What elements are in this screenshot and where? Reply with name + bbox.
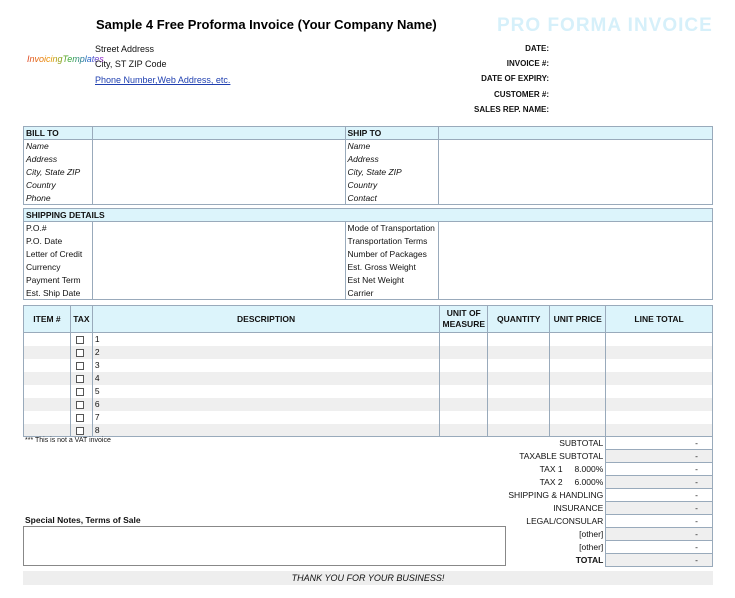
currency-label: Currency bbox=[24, 261, 93, 274]
bill-phone-label: Phone bbox=[24, 192, 93, 205]
payment-term-field[interactable] bbox=[92, 274, 345, 287]
transport-mode-field[interactable] bbox=[439, 222, 713, 235]
ship-city-label: City, State ZIP bbox=[345, 166, 439, 179]
po-number-label: P.O.# bbox=[24, 222, 93, 235]
description-cell[interactable]: 3 bbox=[92, 359, 439, 372]
carrier-field[interactable] bbox=[439, 287, 713, 300]
table-row bbox=[24, 346, 713, 359]
watermark: PRO FORMA INVOICE bbox=[497, 15, 713, 36]
date-label: DATE: bbox=[525, 44, 549, 53]
bill-country-field[interactable] bbox=[92, 179, 345, 192]
ship-contact-field[interactable] bbox=[439, 192, 713, 205]
expiry-date-label: DATE OF EXPIRY: bbox=[481, 74, 549, 83]
description-cell[interactable]: 5 bbox=[92, 385, 439, 398]
net-weight-label: Est Net Weight bbox=[345, 274, 439, 287]
customer-number-label: CUSTOMER #: bbox=[494, 90, 549, 99]
insurance-value[interactable]: - bbox=[606, 502, 713, 515]
ship-address-label: Address bbox=[345, 153, 439, 166]
subtotal-value: - bbox=[606, 437, 713, 450]
legal-consular-label: LEGAL/CONSULAR bbox=[526, 516, 604, 526]
tax1-value: - bbox=[606, 463, 713, 476]
vat-note: *** This is not a VAT invoice bbox=[25, 437, 111, 444]
description-cell[interactable]: 2 bbox=[92, 346, 439, 359]
special-notes-box[interactable] bbox=[23, 526, 506, 566]
line-items-table bbox=[23, 305, 713, 437]
description-cell[interactable]: 7 bbox=[92, 411, 439, 424]
ship-contact-label: Contact bbox=[345, 192, 439, 205]
col-description: DESCRIPTION bbox=[92, 306, 439, 333]
shipping-handling-value[interactable]: - bbox=[606, 489, 713, 502]
ship-date-label: Est. Ship Date bbox=[24, 287, 93, 300]
bill-city-field[interactable] bbox=[92, 166, 345, 179]
svg-text:InvoicingTemplates: InvoicingTemplates bbox=[27, 54, 104, 64]
tax1-label: TAX 1 bbox=[539, 464, 563, 474]
other1-label: [other] bbox=[579, 529, 604, 539]
tax-checkbox[interactable] bbox=[76, 427, 84, 435]
bill-address-label: Address bbox=[24, 153, 93, 166]
sales-rep-label: SALES REP. NAME: bbox=[474, 105, 549, 114]
col-tax: TAX bbox=[70, 306, 92, 333]
ship-address-field[interactable] bbox=[439, 153, 713, 166]
po-date-label: P.O. Date bbox=[24, 235, 93, 248]
taxable-subtotal-label: TAXABLE SUBTOTAL bbox=[519, 451, 604, 461]
bill-phone-field[interactable] bbox=[92, 192, 345, 205]
subtotal-label: SUBTOTAL bbox=[559, 438, 604, 448]
gross-weight-field[interactable] bbox=[439, 261, 713, 274]
shipping-details-heading: SHIPPING DETAILS bbox=[24, 209, 713, 222]
col-unit-of-measure: UNIT OF MEASURE bbox=[440, 306, 488, 333]
po-date-field[interactable] bbox=[92, 235, 345, 248]
ship-city-field[interactable] bbox=[439, 166, 713, 179]
bill-address-field[interactable] bbox=[92, 153, 345, 166]
ship-country-field[interactable] bbox=[439, 179, 713, 192]
packages-field[interactable] bbox=[439, 248, 713, 261]
taxable-subtotal-value: - bbox=[606, 450, 713, 463]
shipping-details-section bbox=[23, 208, 713, 300]
tax1-rate[interactable]: 8.000% bbox=[574, 464, 604, 474]
special-notes-label: Special Notes, Terms of Sale bbox=[25, 515, 141, 525]
other2-label: [other] bbox=[579, 542, 604, 552]
bill-to-heading: BILL TO bbox=[24, 127, 93, 140]
total-label: TOTAL bbox=[575, 555, 604, 565]
ship-name-field[interactable] bbox=[439, 140, 713, 153]
transport-terms-label: Transportation Terms bbox=[345, 235, 439, 248]
table-row bbox=[24, 333, 713, 346]
letter-of-credit-label: Letter of Credit bbox=[24, 248, 93, 261]
payment-term-label: Payment Term bbox=[24, 274, 93, 287]
bill-country-label: Country bbox=[24, 179, 93, 192]
ship-to-heading: SHIP TO bbox=[345, 127, 439, 140]
tax-checkbox[interactable] bbox=[76, 401, 84, 409]
currency-field[interactable] bbox=[92, 261, 345, 274]
bill-ship-section bbox=[23, 126, 713, 205]
col-item-number: ITEM # bbox=[24, 306, 71, 333]
gross-weight-label: Est. Gross Weight bbox=[345, 261, 439, 274]
ship-name-label: Name bbox=[345, 140, 439, 153]
ship-country-label: Country bbox=[345, 179, 439, 192]
description-cell[interactable]: 4 bbox=[92, 372, 439, 385]
tax2-value: - bbox=[606, 476, 713, 489]
table-row bbox=[24, 398, 713, 411]
tax-checkbox[interactable] bbox=[76, 414, 84, 422]
bill-city-label: City, State ZIP bbox=[24, 166, 93, 179]
transport-terms-field[interactable] bbox=[439, 235, 713, 248]
bill-name-label: Name bbox=[24, 140, 93, 153]
table-row bbox=[24, 424, 713, 437]
table-row bbox=[24, 372, 713, 385]
description-cell[interactable]: 1 bbox=[92, 333, 439, 346]
description-cell[interactable]: 6 bbox=[92, 398, 439, 411]
insurance-label: INSURANCE bbox=[553, 503, 604, 513]
table-row bbox=[24, 411, 713, 424]
bill-name-field[interactable] bbox=[92, 140, 345, 153]
packages-label: Number of Packages bbox=[345, 248, 439, 261]
letter-of-credit-field[interactable] bbox=[92, 248, 345, 261]
tax-checkbox[interactable] bbox=[76, 375, 84, 383]
thank-you-footer: THANK YOU FOR YOUR BUSINESS! bbox=[23, 571, 713, 585]
transport-mode-label: Mode of Transportation bbox=[345, 222, 439, 235]
contact-link[interactable]: Phone Number,Web Address, etc. bbox=[95, 75, 231, 85]
ship-date-field[interactable] bbox=[92, 287, 345, 300]
city-state-zip: City, ST ZIP Code bbox=[95, 59, 167, 69]
col-line-total: LINE TOTAL bbox=[606, 306, 713, 333]
tax-checkbox[interactable] bbox=[76, 388, 84, 396]
invoice-number-label: INVOICE #: bbox=[506, 59, 549, 68]
carrier-label: Carrier bbox=[345, 287, 439, 300]
col-unit-price: UNIT PRICE bbox=[550, 306, 606, 333]
net-weight-field[interactable] bbox=[439, 274, 713, 287]
shipping-handling-label: SHIPPING & HANDLING bbox=[508, 490, 604, 500]
tax-checkbox[interactable] bbox=[76, 349, 84, 357]
description-cell[interactable]: 8 bbox=[92, 424, 439, 437]
company-logo bbox=[27, 48, 104, 68]
tax2-rate[interactable]: 6.000% bbox=[574, 477, 604, 487]
tax-checkbox[interactable] bbox=[76, 362, 84, 370]
other1-value[interactable]: - bbox=[606, 528, 713, 541]
total-value: - bbox=[606, 554, 713, 567]
table-row bbox=[24, 385, 713, 398]
table-row bbox=[24, 359, 713, 372]
po-number-field[interactable] bbox=[92, 222, 345, 235]
other2-value[interactable]: - bbox=[606, 541, 713, 554]
street-address: Street Address bbox=[95, 44, 155, 54]
tax-checkbox[interactable] bbox=[76, 336, 84, 344]
tax2-label: TAX 2 bbox=[539, 477, 563, 487]
legal-consular-value[interactable]: - bbox=[606, 515, 713, 528]
col-quantity: QUANTITY bbox=[488, 306, 550, 333]
page-title: Sample 4 Free Proforma Invoice (Your Company Name) bbox=[96, 17, 437, 32]
